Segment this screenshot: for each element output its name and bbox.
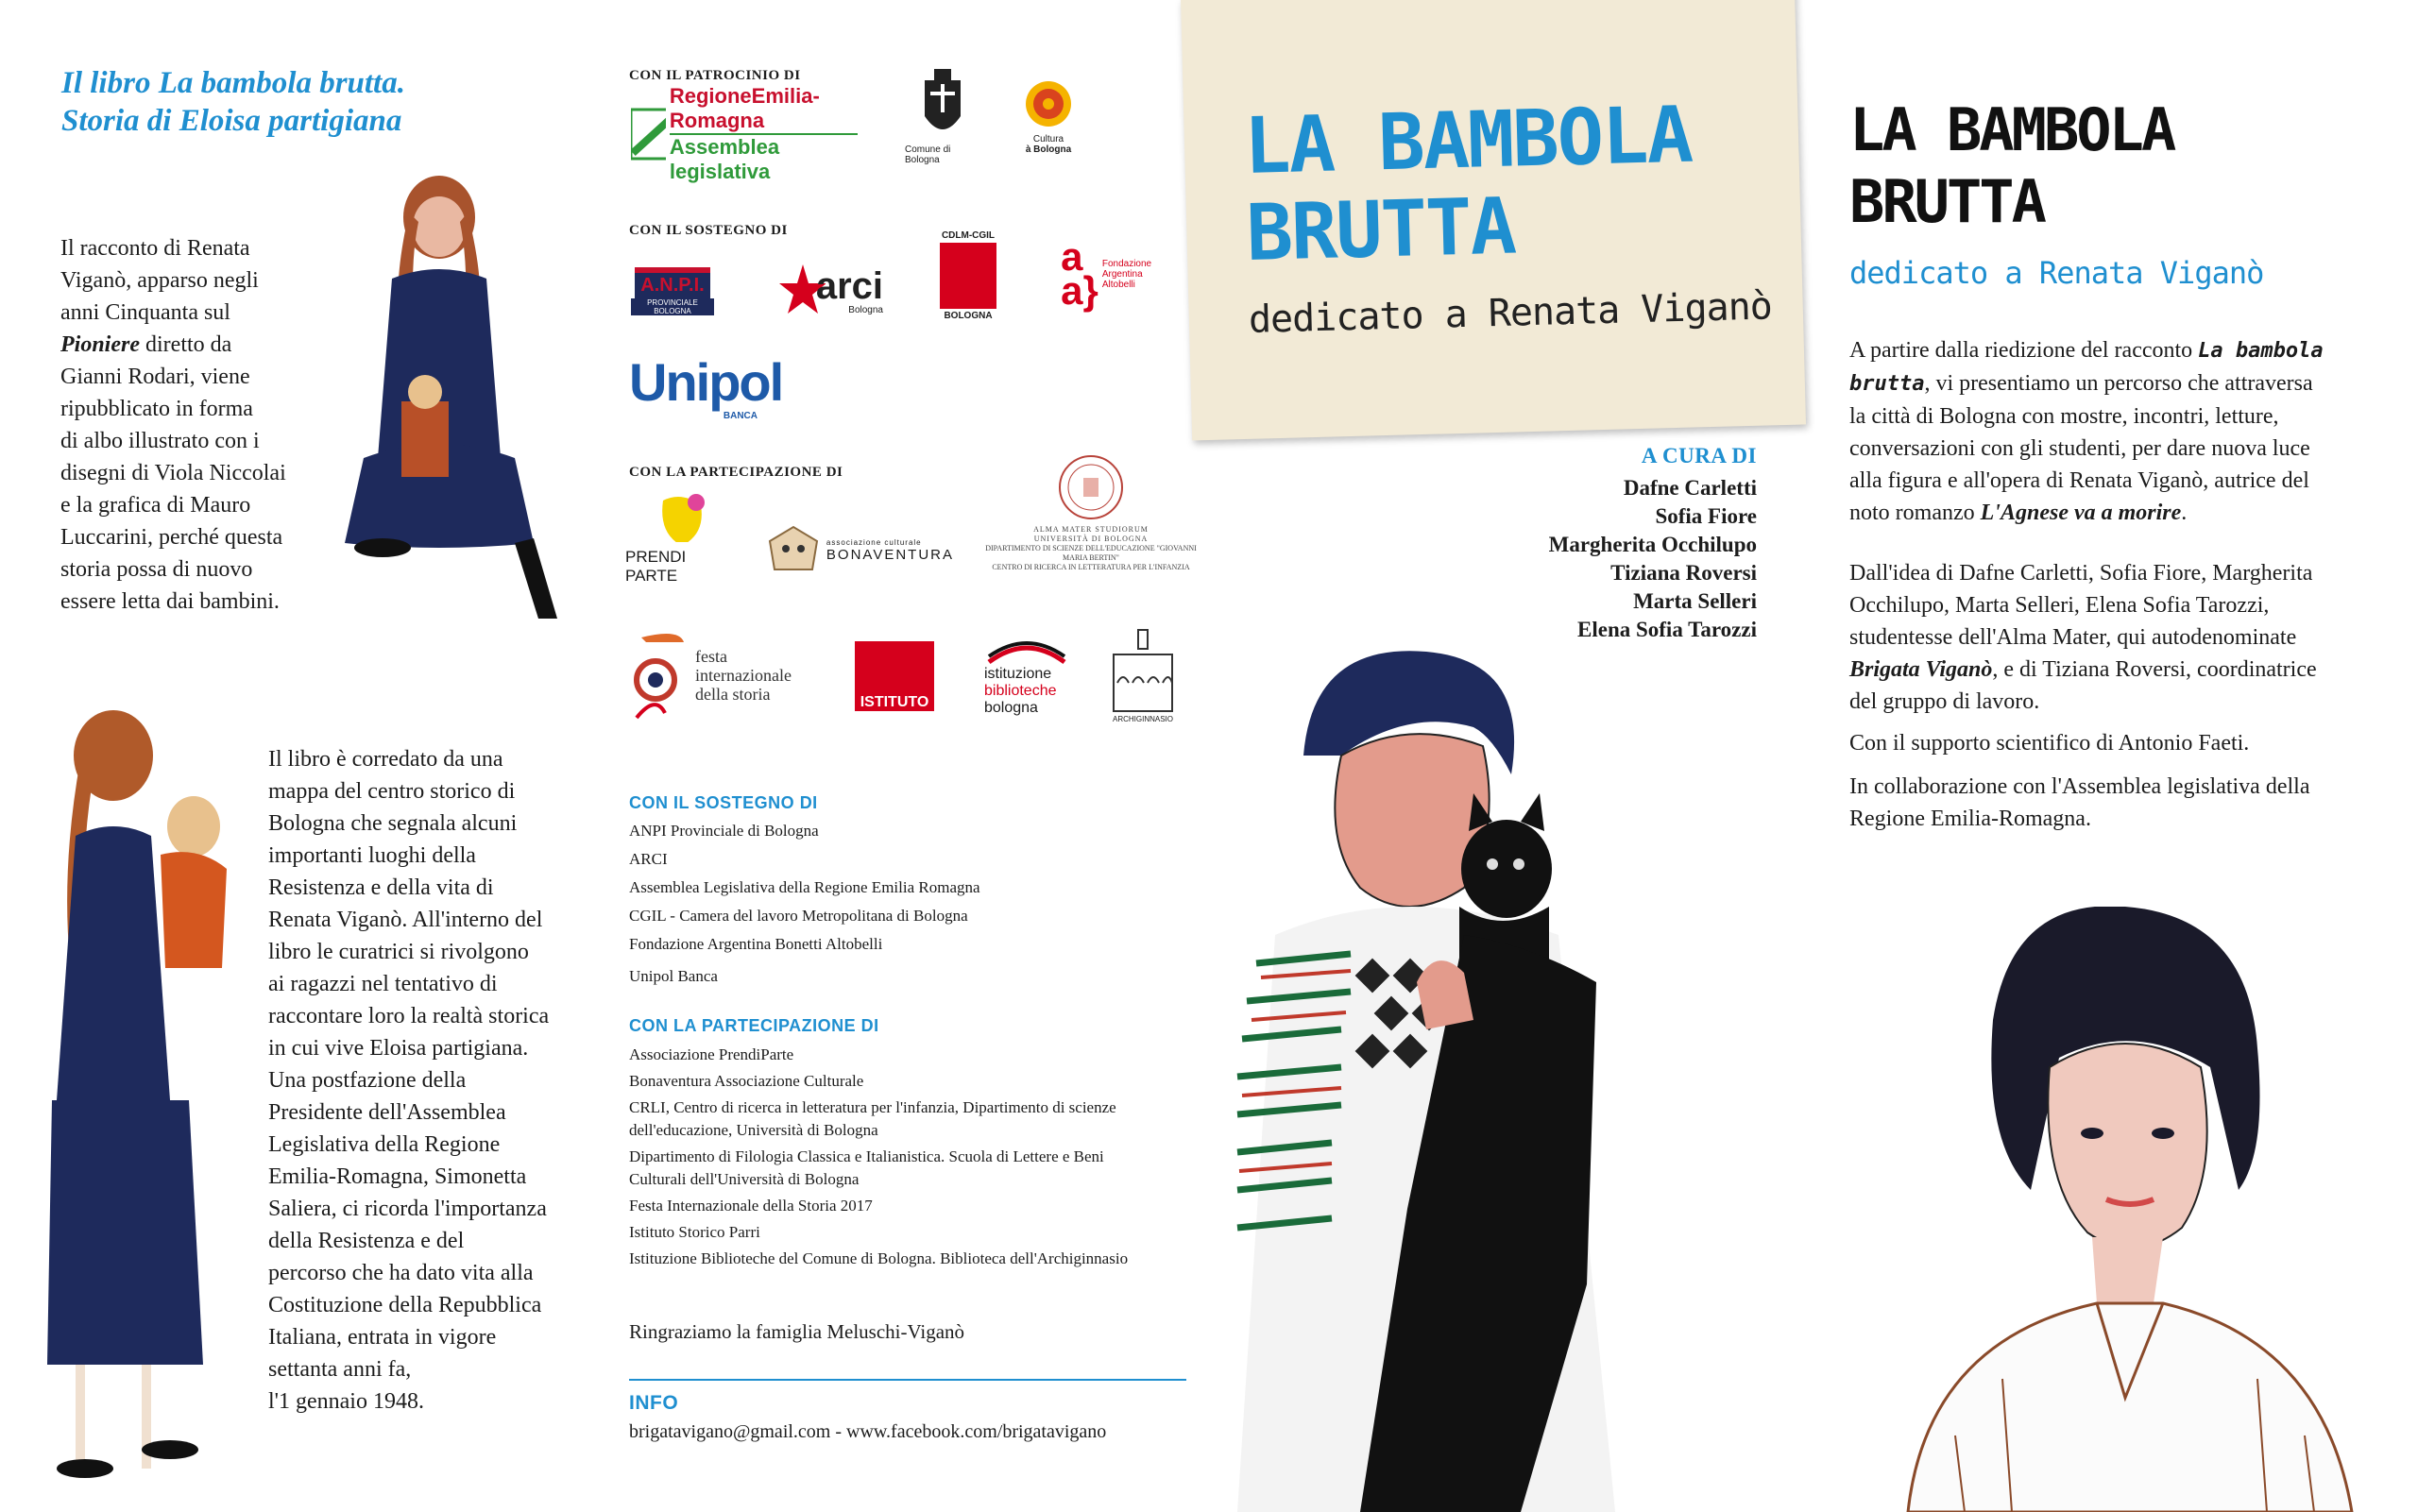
- book-intro-text: Il racconto di Renata Viganò, apparso negli anni Cinquanta sul Pioniere diretto da Gianni Rodari, viene ripubblicato in forma di albo illustrato con i disegni di Viola Niccolai e la grafica di Mauro Luccarini, perché questa storia possa di nuovo essere letta dai bambini.: [60, 236, 286, 614]
- info-heading: INFO: [629, 1392, 679, 1414]
- fab-mark-icon: a a}: [1061, 234, 1098, 313]
- festa-storia-logo: festa internazionale della storia: [627, 623, 816, 727]
- alma-mater-logo: ALMA MATER STUDIORUM UNIVERSITÀ DI BOLOGNA DIPARTIMENTO DI SCIENZE DELL'EDUCAZIONE "GIOVANNI MARIA BERTIN" CENTRO DI RICERCA IN LETTERATURA PER L'INFANZIA: [982, 442, 1200, 584]
- cgil-logo: CDLM-CGIL BOLOGNA: [941, 230, 996, 321]
- university-seal-icon: [1057, 453, 1125, 521]
- illustration-girl-standing: [38, 704, 264, 1478]
- coat-of-arms-icon: [917, 69, 968, 144]
- partecipazione-heading: CON LA PARTECIPAZIONE DI: [629, 1016, 879, 1035]
- illustration-girl-sitting: [326, 175, 576, 666]
- curatrici-block: A CURA DI Dafne Carletti Sofia Fiore Margherita Occhilupo Tiziana Roversi Marta Selleri Elena Sofia Tarozzi: [1473, 444, 1757, 644]
- cultura-mark-icon: [1024, 79, 1073, 128]
- prendiparte-mark-icon: [654, 491, 710, 542]
- istituzione-biblioteche-logo: istituzione biblioteche bologna: [984, 623, 1079, 727]
- info-divider: [629, 1379, 1186, 1381]
- regione-emilia-romagna-logo: RegioneEmilia-Romagna Assemblea legislativa: [631, 104, 858, 164]
- card-content: [1243, 90, 1772, 341]
- panel-book: [0, 0, 604, 1512]
- bonaventura-mark-icon: [765, 522, 819, 579]
- illustration-woman-portrait: [1851, 907, 2399, 1512]
- info-contacts[interactable]: brigatavigano@gmail.com - www.facebook.com/brigatavigano: [629, 1421, 1107, 1442]
- partecipazione-list: Associazione PrendiParte Bonaventura Associazione Culturale CRLI, Centro di ricerca in letteratura per l'infanzia, Dipartimento di scienze dell'educazione, Università di Bologna Dipartimento di Filologia Classica e Italianistica. Scuola di Lettere e Beni Culturali dell'Università di Bologna Festa Internazionale della Storia 2017 Istituto Storico Parri Istituzione Biblioteche del Comune di Bologna. Biblioteca dell'Archiginnasio: [629, 1045, 1129, 1267]
- intro-paragraph-4: In collaborazione con l'Assemblea legislativa della Regione Emilia-Romagna.: [1849, 774, 2310, 831]
- thanks-text: Ringraziamo la famiglia Meluschi-Viganò: [629, 1320, 965, 1343]
- partecipazione-label: CON LA PARTECIPAZIONE DI: [629, 465, 843, 480]
- cgil-towers-icon: [940, 243, 996, 309]
- archiginnasio-building-icon: [1110, 626, 1176, 715]
- book-title-line1: Il libro La bambola brutta.: [61, 66, 405, 100]
- prendiparte-logo: PRENDI PARTE: [625, 491, 739, 586]
- cura-heading: A CURA DI: [1641, 444, 1757, 467]
- book-title-line2: Storia di Eloisa partigiana: [61, 104, 402, 138]
- intro-paragraph-2: Dall'idea di Dafne Carletti, Sofia Fiore, Margherita Occhilupo, Marta Selleri, Elena Sofia Tarozzi, studentesse dell'Alma Mater, qui autodenominate Brigata Viganò, e di Tiziana Roversi, coordinatrice del gruppo di lavoro.: [1849, 561, 2317, 714]
- regione-mark-icon: [631, 106, 666, 162]
- intro-title-line2: BRUTTA: [1849, 167, 2044, 236]
- book-description-text: Il libro è corredato da una mappa del centro storico di Bologna che segnala alcuni importanti luoghi della Resistenza e della vita di Renata Viganò. All'interno del libro le curatrici si rivolgono ai ragazzi nel tentativo di raccontare loro la realtà storica in cui vive Eloisa partigiana. Una postfazione della Presidente dell'Assemblea Legislativa della Regione Emilia-Romagna, Simonetta Saliera, ci ricorda l'importanza della Resistenza e del percorso che ha dato vita alla Costituzione della Repubblica Italiana, entrata in vigore settanta anni fa, l'1 gennaio 1948.: [268, 747, 550, 1414]
- istituto-parri-logo: [852, 629, 937, 723]
- cultura-a-bologna-logo: Cultura à Bologna: [1020, 66, 1077, 168]
- intro-subtitle: dedicato a Renata Viganò: [1849, 255, 2264, 291]
- anpi-logo: A.N.P.I. PROVINCIALE BOLOGNA: [629, 263, 716, 319]
- illustration-renata-with-cat: [1218, 623, 1804, 1512]
- intro-title-line1: LA BAMBOLA: [1849, 95, 2174, 164]
- festa-mark-icon: [627, 628, 691, 722]
- cover-title-line2: BRUTTA: [1245, 181, 1516, 279]
- sostegno-heading: CON IL SOSTEGNO DI: [629, 793, 818, 812]
- cover-subtitle: dedicato a Renata Viganò: [1248, 284, 1773, 342]
- intro-paragraph-3: Con il supporto scientifico di Antonio Faeti.: [1849, 731, 2250, 756]
- archiginnasio-logo: ARCHIGINNASIO: [1105, 618, 1181, 731]
- patrocinio-label: CON IL PATROCINIO DI: [629, 68, 801, 83]
- intro-title: [1849, 94, 2263, 291]
- book-wing-icon: [984, 634, 1069, 666]
- intro-paragraph-1: A partire dalla riedizione del racconto La bambola brutta, vi presentiamo un percorso che attraversa la città di Bologna con mostre, incontri, letture, conversazioni con gli studenti, per dare nuova luce alla figura e all'opera di Renata Viganò, autrice del noto romanzo L'Agnese va a morire.: [1849, 338, 2324, 525]
- istituto-mark-icon: ISTITUTO: [855, 641, 934, 711]
- sostegno-label: CON IL SOSTEGNO DI: [629, 223, 788, 238]
- fondazione-argentina-altobelli-logo: a a} Fondazione Argentina Altobelli: [1061, 234, 1152, 313]
- bonaventura-logo: associazione culturale BONAVENTURA: [765, 518, 954, 584]
- unipol-banca-logo: Unipol BANCA: [629, 351, 783, 421]
- comune-di-bologna-logo: Comune di Bologna: [905, 66, 980, 168]
- book-title: [61, 64, 405, 140]
- panel-sponsors: [604, 0, 1209, 1512]
- cover-title-line1: LA BAMBOLA: [1242, 90, 1693, 192]
- arci-logo: arci Bologna: [779, 253, 883, 329]
- sostegno-list: ANPI Provinciale di Bologna ARCI Assemblea Legislativa della Regione Emilia Romagna CGIL - Camera del lavoro Metropolitana di Bologna Fondazione Argentina Bonetti Altobelli Unipol Banca: [629, 822, 980, 985]
